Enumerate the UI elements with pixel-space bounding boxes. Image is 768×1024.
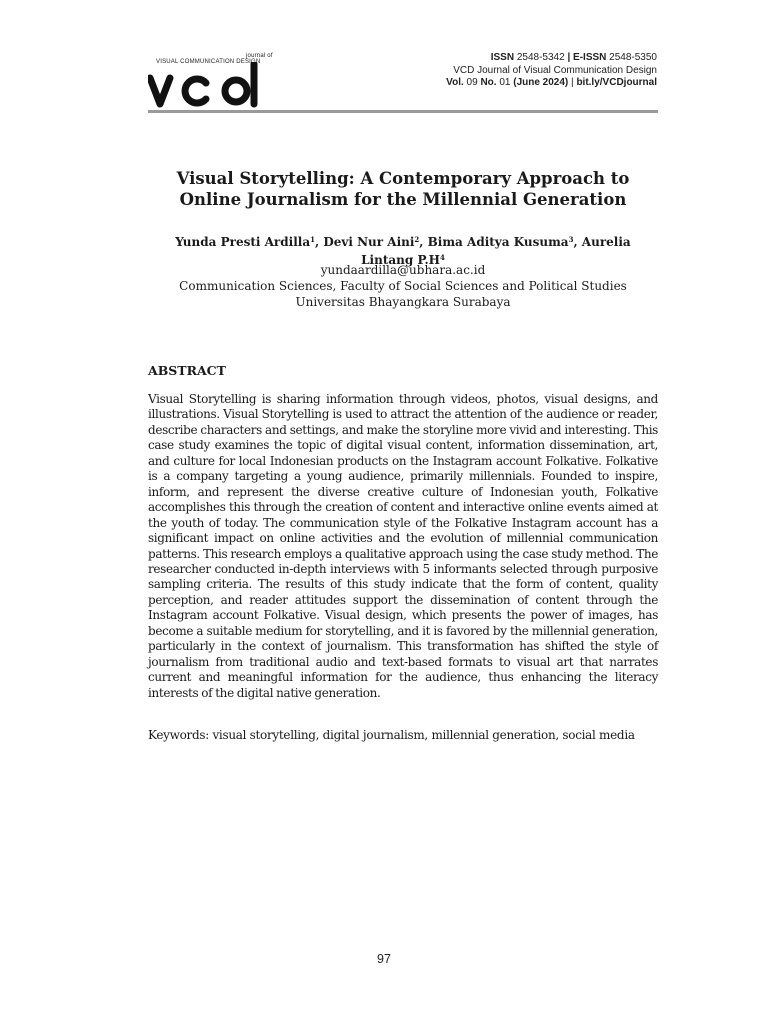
- title-line-2: Online Journalism for the Millennial Generation: [179, 190, 627, 209]
- abstract-heading: ABSTRACT: [148, 363, 226, 378]
- vol-value: 09: [466, 77, 478, 88]
- affiliation-university: Universitas Bhayangkara Surabaya: [295, 295, 511, 309]
- logo-journal-of: journal of: [246, 53, 273, 59]
- separator: |: [567, 52, 571, 63]
- paper-title: [148, 168, 658, 210]
- eissn-value: 2548-5350: [609, 52, 657, 63]
- title-line-1: Visual Storytelling: A Contemporary Approach to: [176, 169, 630, 188]
- no-value: 01: [499, 77, 511, 88]
- vol-label: Vol.: [446, 77, 464, 88]
- issue-date: (June 2024): [513, 77, 569, 88]
- vcd-logo-mark: [148, 62, 266, 110]
- keywords: Keywords: visual storytelling, digital journalism, millennial generation, social media: [148, 728, 635, 742]
- issn-line: [446, 52, 657, 65]
- author-line-2: Lintang $P.H^4$: [361, 253, 445, 267]
- header-divider: [148, 110, 658, 113]
- affiliation-faculty: Communication Sciences, Faculty of Social Sciences and Political Studies: [179, 279, 627, 293]
- page-number: 97: [377, 952, 391, 966]
- volume-line: Vol. 09 No. 01 (June 2024) | bit.ly/VCDjournal: [446, 77, 657, 88]
- author-line-1: Yunda Presti Ardilla$^1$, Devi Nur Aini$^2$, Bima Aditya Kusuma$^3$, Aurelia: [175, 235, 631, 249]
- no-label: No.: [480, 77, 497, 88]
- affiliation-block: [148, 262, 658, 310]
- journal-info: [446, 52, 657, 90]
- abstract-body: Visual Storytelling is sharing information through videos, photos, visual designs, and illustrations. Visual Storytelling is used to attract the attention of the audience or reader, describe characters and settings, and make the storyline more vivid and interesting. This case study examines the topic of digital visual content, information dissemination, art, and culture for local Indonesian products on the Instagram account Folkative. Folkative is a company targeting a young audience, primarily millennials. Founded to inspire, inform, and represent the diverse creative culture of Indonesian youth, Folkative accomplishes this through the creation of content and interactive online events aimed at the youth of today. The communication style of the Folkative Instagram account has a significant impact on online activities and the evolution of millennial communication patterns. This research employs a qualitative approach using the case study method. The researcher conducted in-depth interviews with 5 informants selected through purposive sampling criteria. The results of this study indicate that the form of content, quality perception, and reader attitudes support the dissemination of content through the Instagram account Folkative. Visual design, which presents the power of images, has become a suitable medium for storytelling, and it is favored by the millennial generation, particularly in the context of journalism. This transformation has shifted the style of journalism from traditional audio and text-based formats to visual art that narrates current and meaningful information for the audience, thus enhancing the literacy interests of the digital native generation.: [148, 392, 658, 700]
- issn-value: 2548-5342: [516, 52, 565, 63]
- journal-logo: [148, 50, 273, 110]
- journal-link[interactable]: bit.ly/VCDjournal: [576, 77, 657, 88]
- author-email[interactable]: yundaardilla@ubhara.ac.id: [320, 263, 486, 277]
- journal-name: VCD Journal of Visual Communication Design: [453, 64, 657, 76]
- logo-subtitle: VISUAL COMMUNICATION DESIGN: [156, 59, 261, 65]
- eissn-label: E-ISSN: [573, 52, 607, 63]
- issn-label: ISSN: [490, 52, 515, 63]
